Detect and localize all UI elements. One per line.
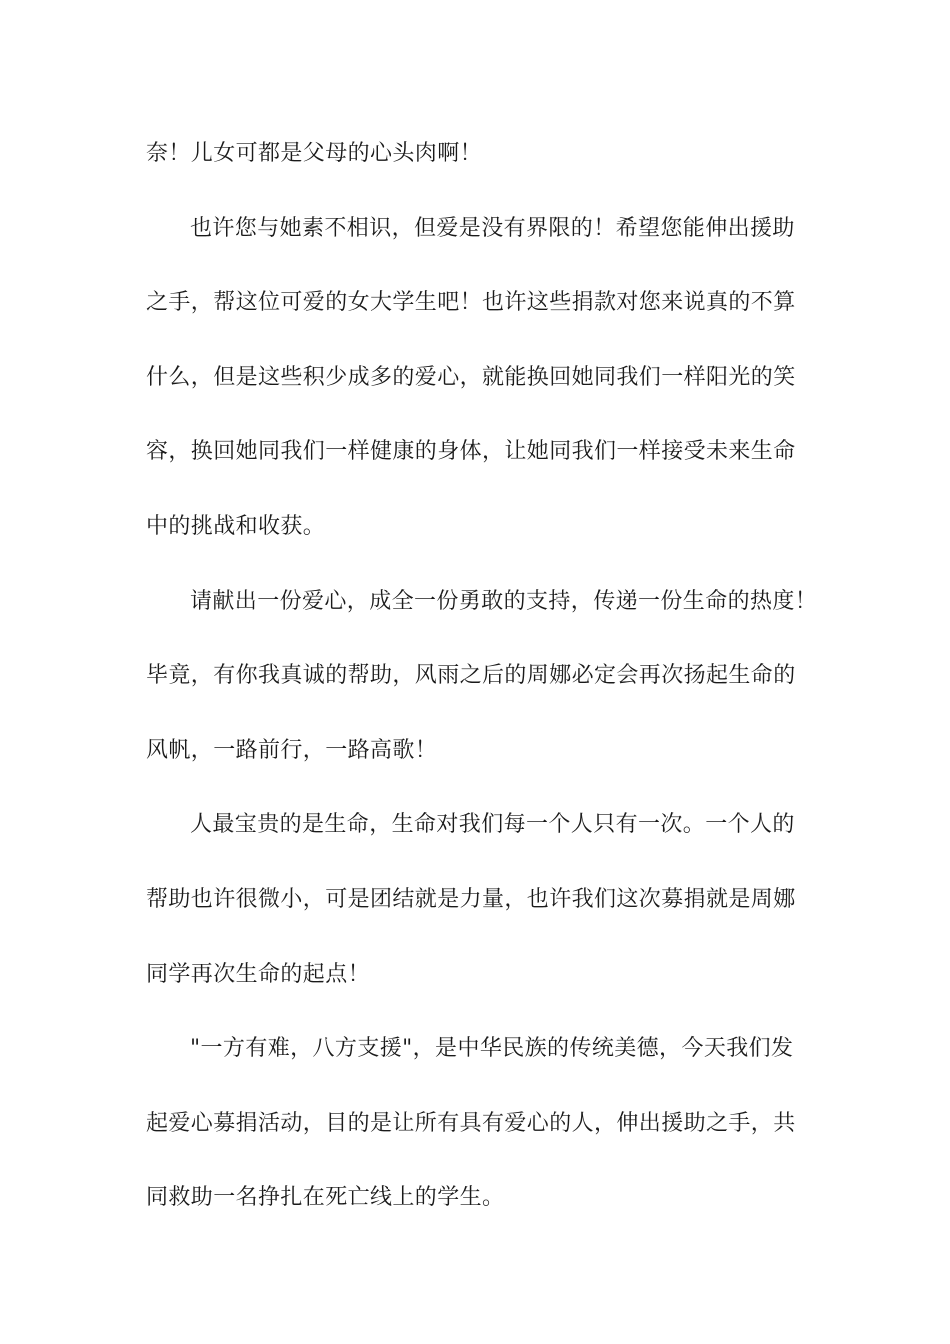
- paragraph-first-line: "一方有难，八方支援"，是中华民族的传统美德，今天我们发: [190, 1036, 794, 1062]
- text-line: 同救助一名挣扎在死亡线上的学生。: [146, 1185, 505, 1211]
- text-line: 中的挑战和收获。: [146, 513, 326, 539]
- text-line: 容，换回她同我们一样健康的身体，让她同我们一样接受未来生命: [146, 439, 796, 465]
- paragraph-first-line: 也许您与她素不相识，但爱是没有界限的！希望您能伸出援助: [190, 215, 795, 241]
- text-line: 起爱心募捐活动，目的是让所有具有爱心的人，伸出援助之手，共: [146, 1110, 796, 1136]
- paragraph-first-line: 请献出一份爱心，成全一份勇敢的支持，传递一份生命的热度！: [190, 588, 818, 614]
- text-line: 同学再次生命的起点！: [146, 961, 371, 987]
- text-line: 毕竟，有你我真诚的帮助，风雨之后的周娜必定会再次扬起生命的: [146, 663, 796, 689]
- text-line: 奈！儿女可都是父母的心头肉啊！: [146, 141, 483, 166]
- document-body: [146, 134, 818, 1253]
- text-line: 帮助也许很微小，可是团结就是力量，也许我们这次募捐就是周娜: [146, 886, 796, 912]
- text-line: 什么，但是这些积少成多的爱心，就能换回她同我们一样阳光的笑: [146, 364, 796, 390]
- text-line: 风帆，一路前行，一路高歌！: [146, 737, 438, 763]
- text-line: 之手，帮这位可爱的女大学生吧！也许这些捐款对您来说真的不算: [146, 290, 796, 316]
- paragraph-first-line: 人最宝贵的是生命，生命对我们每一个人只有一次。一个人的: [190, 812, 795, 838]
